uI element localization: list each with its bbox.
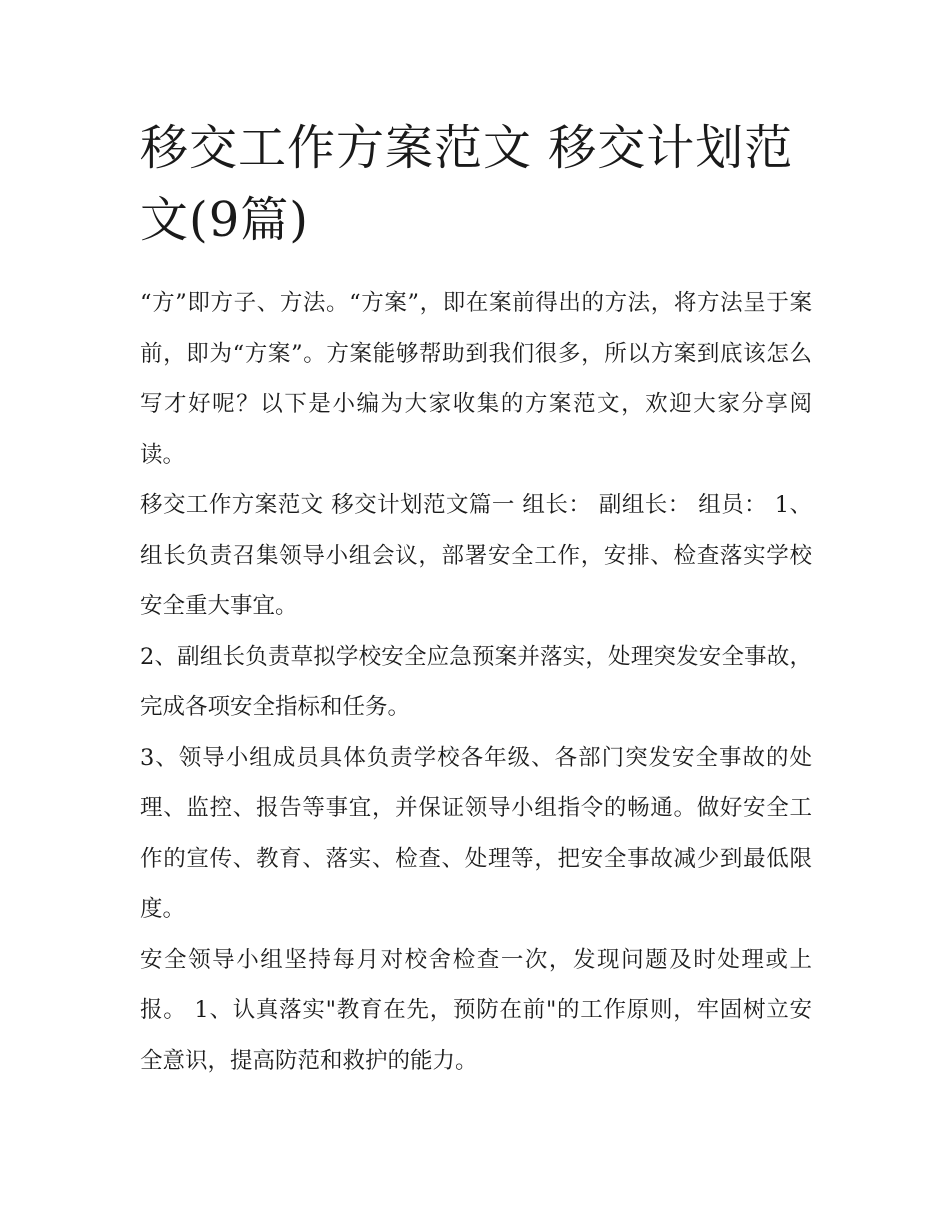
intro-paragraph: “方”即方子、方法。“方案”，即在案前得出的方法，将方法呈于案前，即为“方案”。方案能够帮助到我们很多，所以方案到底该怎么写才好呢？以下是小编为大家收集的方案范文，欢迎大家分享阅读。 bbox=[140, 290, 812, 468]
document-title: 移交工作方案范文 移交计划范文(9篇) bbox=[140, 120, 794, 248]
document-page bbox=[140, 112, 812, 1086]
item-two-paragraph: 2、副组长负责草拟学校安全应急预案并落实，处理突发安全事故，完成各项安全指标和任务。 bbox=[140, 643, 812, 720]
inspection-paragraph: 安全领导小组坚持每月对校舍检查一次，发现问题及时处理或上报。 1、认真落实"教育在先，预防在前"的工作原则，牢固树立安全意识，提高防范和救护的能力。 bbox=[140, 946, 812, 1074]
item-three-paragraph: 3、领导小组成员具体负责学校各年级、各部门突发安全事故的处理、监控、报告等事宜，并保证领导小组指令的畅通。做好安全工作的宣传、教育、落实、检查、处理等，把安全事故减少到最低限度。 bbox=[140, 744, 812, 922]
section-one-paragraph: 移交工作方案范文 移交计划范文篇一 组长： 副组长： 组员： 1、组长负责召集领导小组会议，部署安全工作，安排、检查落实学校安全重大事宜。 bbox=[140, 492, 812, 619]
